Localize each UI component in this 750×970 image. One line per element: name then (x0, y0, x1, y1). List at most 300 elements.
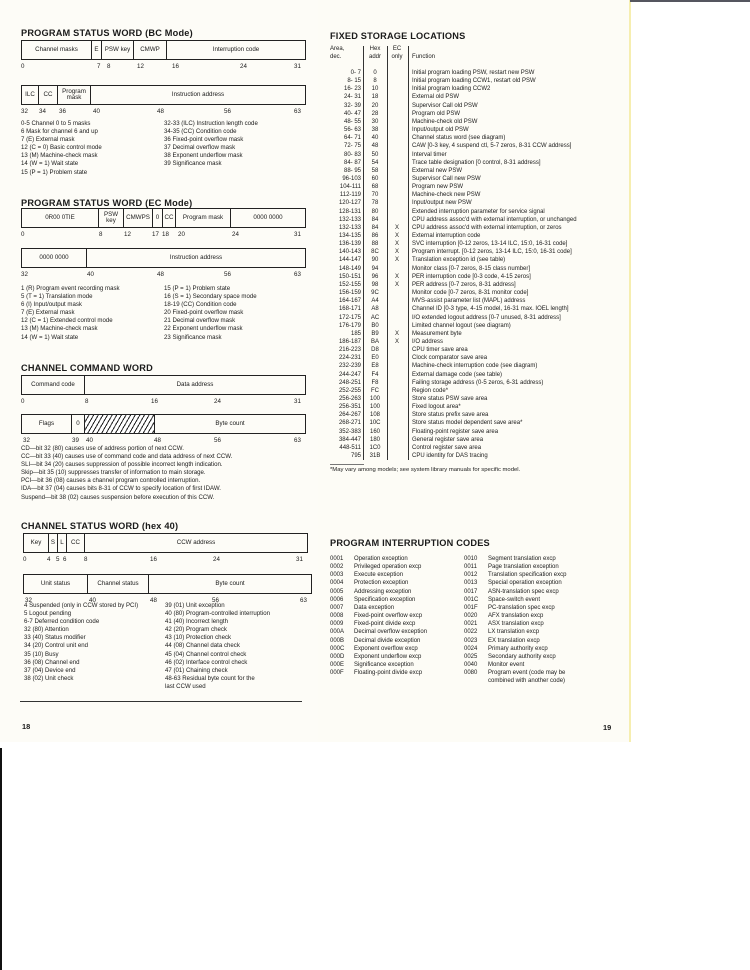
hex-address-cell: 96 (371, 273, 379, 280)
table-row (330, 240, 620, 248)
area-cell: 156-159 (338, 290, 361, 297)
hex-address-cell: 100 (369, 396, 380, 402)
hex-address-cell: 80 (371, 208, 379, 215)
table-row (330, 346, 620, 354)
note-item: 39 (01) Unit exception (165, 602, 225, 609)
interruption-code-row (464, 669, 604, 677)
table-row (330, 167, 620, 175)
interruption-code: 0006 (330, 596, 344, 603)
hex-address-cell: F4 (371, 371, 379, 378)
ec-only-cell: X (394, 338, 399, 345)
hex-address-cell: 8C (371, 249, 379, 256)
column-header-line: Hex (369, 46, 381, 52)
bit-position: 48 (157, 108, 164, 115)
interruption-code-row (464, 579, 604, 587)
register-field: Data address (176, 380, 214, 388)
bit-position: 32 (25, 597, 32, 604)
function-cell: Initial program loading CCW2 (412, 86, 491, 93)
interruption-code: 001F (464, 604, 478, 611)
hex-address-cell: B0 (371, 322, 379, 329)
column-header-line: EC (392, 46, 402, 52)
note-item: 14 (W = 1) Wait state (21, 333, 79, 341)
interruption-description: Exponent overflow excp (354, 645, 418, 652)
register-field: Unit status (24, 575, 88, 593)
ccw-flag-note: Suspend—bit 38 (02) causes suspension before execution of this CCW. (21, 493, 215, 501)
area-cell: 8- 15 (347, 78, 361, 85)
bit-position: 56 (224, 108, 231, 115)
function-cell: I/O extended logout address [0-7 unused, 8-31 address] (412, 314, 561, 321)
function-cell: CAW [0-3 key, 4 suspend ctl, 5-7 zeros, 8-31 CCW address] (412, 143, 572, 150)
ec-only-cell: X (394, 233, 399, 239)
table-row (330, 134, 620, 142)
function-cell: Extended interruption parameter for service signal (412, 208, 545, 215)
note-item: 32-33 (ILC) Instruction length code (164, 120, 258, 127)
interruption-code-row (330, 661, 470, 669)
interruption-code-row (464, 677, 604, 685)
hex-address-cell: A8 (371, 306, 379, 313)
hex-address-cell: 30 (371, 118, 379, 125)
register-field: Channel status (88, 575, 149, 593)
ccw-flag-note: CC—bit 33 (40) causes use of command code and data address of next CCW. (21, 453, 233, 461)
bit-position: 0 (21, 231, 25, 238)
bit-position: 0 (23, 556, 27, 563)
note-item: 32 (80) Attention (24, 626, 69, 634)
area-cell: 84- 87 (343, 159, 361, 166)
function-cell: Machine-check new PSW (412, 192, 481, 199)
psw-ec-title: PROGRAM STATUS WORD (EC Mode) (21, 198, 193, 208)
interruption-description: EX translation excp (488, 637, 540, 644)
register-field: S (49, 534, 58, 552)
interruption-code: 0021 (464, 621, 478, 628)
interruption-description: Addressing exception (354, 588, 412, 595)
function-cell: Initial program loading CCW1, restart old PSW (412, 78, 536, 85)
area-cell: 384-447 (338, 436, 361, 443)
column-header-line: dec. (330, 53, 342, 60)
interruption-code-row (330, 579, 470, 587)
area-cell: 264-267 (338, 412, 361, 419)
bit-position: 31 (294, 231, 301, 238)
area-cell: 795 (350, 453, 361, 460)
table-row (330, 273, 620, 281)
note-item: 43 (10) Protection check (165, 634, 232, 642)
note-item: 12 (C = 1) Extended control mode (21, 317, 113, 325)
interruption-code-row (330, 612, 470, 620)
ccw-flag-note: IDA—bit 37 (04) causes bits 8-31 of CCW to specify location of first IDAW. (21, 485, 221, 493)
interruption-code-row (330, 588, 470, 596)
column-divider (387, 46, 388, 460)
hex-address-cell: 48 (371, 143, 379, 150)
area-cell: 134-135 (338, 233, 361, 239)
area-cell: 128-131 (338, 208, 361, 215)
table-row (330, 183, 620, 191)
bit-position: 12 (124, 231, 131, 238)
interruption-code: 001C (464, 596, 479, 603)
note-item: 16 (S = 1) Secondary space mode (164, 293, 257, 301)
table-row (330, 159, 620, 167)
register-field: CMWPS (124, 209, 153, 227)
note-item: 15 (P = 1) Problem state (21, 168, 88, 176)
table-row (330, 232, 620, 240)
psw-bc-title: PROGRAM STATUS WORD (BC Mode) (21, 28, 193, 38)
area-cell: 448-511 (339, 444, 361, 451)
note-item: 18-19 (CC) Condition code (164, 301, 237, 309)
interruption-code: 000D (330, 653, 345, 660)
interruption-code: 0007 (330, 604, 344, 611)
bit-position: 56 (214, 437, 221, 444)
function-cell: Region code* (412, 387, 449, 394)
register-field: CMWP (134, 41, 167, 59)
note-item: 0-5 Channel 0 to 5 masks (21, 120, 91, 127)
interruption-code: 000B (330, 637, 345, 644)
function-cell: PER address [0-7 zeros, 8-31 address] (412, 281, 516, 288)
hex-address-cell: 9C (371, 290, 379, 297)
table-row (330, 330, 620, 338)
interruption-description: Fixed-point divide excp (354, 621, 416, 628)
table-row (330, 265, 620, 273)
interruption-code: 0004 (330, 580, 344, 587)
interruption-description: AFX translation excp (488, 613, 544, 620)
bit-position: 48 (150, 597, 157, 604)
note-item: 36 (08) Channel end (24, 658, 80, 666)
note-item: 34 (20) Control unit end (24, 642, 89, 650)
bit-position: 24 (213, 556, 220, 563)
notes-right-column (164, 120, 258, 169)
hex-address-cell: 86 (371, 233, 379, 239)
hex-address-cell: FC (371, 387, 379, 394)
function-cell: Initial program loading PSW, restart new PSW (412, 70, 535, 76)
hex-address-cell: 84 (371, 224, 379, 231)
bit-position: 8 (107, 63, 111, 70)
note-item: 7 (E) External mask (21, 136, 75, 144)
area-cell: 0- 7 (350, 70, 361, 76)
ec-only-cell: X (394, 241, 399, 248)
note-item: 20 Fixed-point overflow mask (164, 309, 244, 317)
hex-address-cell: 68 (371, 184, 379, 191)
table-row (330, 289, 620, 297)
interruption-code-row (330, 596, 470, 604)
interruption-description: Monitor event (488, 661, 525, 668)
interruption-code: 0011 (464, 564, 477, 571)
ccw-flag-note: CD—bit 32 (80) causes use of address portion of next CCW. (21, 445, 184, 452)
register-fields (21, 414, 306, 434)
interruption-description: ASN-translation spec excp (488, 588, 559, 595)
note-item: 48-63 Residual byte count for the (165, 674, 255, 682)
function-cell: Limited channel logout (see diagram) (412, 322, 511, 329)
interruption-code: 0013 (464, 580, 478, 587)
area-cell: 244-247 (338, 371, 361, 378)
bit-position: 20 (178, 231, 185, 238)
table-row (330, 224, 620, 232)
interruption-description: Privileged operation excp (354, 564, 422, 571)
register-fields (23, 533, 308, 553)
function-cell: Trace table designation [0 control, 8-31 address] (412, 159, 541, 166)
note-item: 6-7 Deferred condition code (24, 618, 100, 626)
interruption-code-row (330, 620, 470, 628)
hex-address-cell: 40 (371, 135, 379, 142)
area-cell: 144-147 (338, 257, 361, 264)
note-item: 38 Exponent underflow mask (164, 152, 243, 160)
bit-position: 8 (84, 556, 88, 563)
column-header-line: addr (368, 53, 381, 60)
bit-position: 8 (99, 231, 103, 238)
note-item: 5 (T = 1) Translation mode (21, 293, 93, 301)
note-item: 22 Exponent underflow mask (164, 325, 243, 333)
interruption-code: 0005 (330, 588, 344, 595)
register-fields (21, 85, 306, 105)
register-field: Flags (22, 415, 72, 433)
hex-address-cell: 18 (371, 94, 379, 101)
hex-address-cell: E0 (371, 355, 379, 362)
hex-address-cell: 94 (371, 265, 379, 272)
hex-address-cell: 58 (371, 167, 379, 174)
interruption-code: 0040 (464, 661, 478, 668)
function-cell: Translation exception id (see table) (412, 257, 506, 264)
column-header (387, 46, 407, 61)
notes-left-column (24, 602, 138, 683)
note-item: 13 (M) Machine-check mask (21, 325, 98, 333)
function-cell: Store status prefix save area (412, 412, 489, 419)
note-item: 47 (01) Chaining check (165, 666, 228, 674)
table-row (330, 93, 620, 101)
column-header (330, 46, 361, 61)
table-row (330, 256, 620, 264)
interruption-description: Exponent underflow excp (354, 653, 422, 660)
bit-position: 56 (212, 597, 219, 604)
function-cell: Program new PSW (412, 184, 464, 191)
hex-address-cell: 1C0 (369, 444, 381, 451)
function-cell: PER interruption code [0-3 code, 4-15 zeros] (412, 273, 531, 280)
function-cell: Program interrupt. [0-12 zeros, 13-14 ILC, 15:0, 16-31 code] (412, 249, 572, 256)
bit-position: 31 (296, 556, 303, 563)
table-row (330, 362, 620, 370)
note-item: 46 (02) Interface control check (165, 658, 248, 666)
interruption-code-row (330, 637, 470, 645)
table-row (330, 208, 620, 216)
bit-position: 16 (151, 398, 158, 405)
area-cell: 80- 83 (343, 151, 361, 158)
note-item: 38 (02) Unit check (24, 674, 74, 682)
function-cell: SVC interruption [0-12 zeros, 13-14 ILC, 15:0, 16-31 code] (412, 241, 568, 248)
area-cell: 168-171 (338, 306, 361, 313)
bit-positions (21, 398, 306, 408)
ec-only-cell: X (394, 330, 399, 337)
bit-position: 34 (39, 108, 46, 115)
note-item: 35 (10) Busy (24, 650, 59, 658)
interruption-code: 0010 (464, 556, 478, 562)
function-cell: Machine-check interruption code (see diagram) (412, 363, 538, 370)
register-field: ILC (22, 86, 39, 104)
function-cell: External damage code (see table) (412, 371, 503, 378)
table-row (330, 305, 620, 313)
area-cell: 40- 47 (343, 110, 361, 117)
register-fields (21, 208, 306, 228)
table-row (330, 387, 620, 395)
hex-address-cell: 38 (371, 127, 379, 134)
function-cell: Interval timer (412, 151, 447, 158)
interruption-code-row (330, 563, 470, 571)
interruption-description: Significance exception (354, 661, 414, 668)
table-row (330, 314, 620, 322)
table-row (330, 248, 620, 256)
area-cell: 256-263 (338, 396, 361, 402)
note-item: 6 (I) Input/output mask (21, 301, 82, 309)
area-cell: 268-271 (338, 420, 361, 427)
area-cell: 150-151 (338, 273, 361, 280)
bit-position: 8 (85, 398, 89, 405)
bit-position: 7 (97, 63, 101, 70)
table-row (330, 110, 620, 118)
reserved-field (85, 415, 155, 433)
hex-address-cell: 50 (371, 151, 379, 158)
bit-position: 63 (294, 271, 301, 278)
hex-address-cell: AC (370, 314, 380, 321)
hex-address-cell: 70 (371, 192, 379, 199)
interruption-code: 0025 (464, 653, 478, 660)
area-cell: 120-127 (338, 200, 361, 207)
table-row (330, 175, 620, 183)
ccw-notes (21, 445, 232, 502)
hex-address-cell: 31B (369, 453, 381, 460)
ccw-flag-note: PCI—bit 36 (08) causes a channel program controlled interruption. (21, 477, 201, 485)
hex-address-cell: 78 (371, 200, 379, 207)
area-cell: 88- 95 (343, 167, 361, 174)
area-cell: 164-167 (338, 298, 361, 305)
interruption-code-row (464, 604, 604, 612)
register-field: 0R00 0TIE (22, 209, 99, 227)
function-cell: Channel ID [0-3 type, 4-15 model, 16-31 max. IOEL length] (412, 306, 569, 313)
area-cell: 172-175 (338, 314, 361, 321)
function-cell: Fixed logout area* (412, 404, 461, 411)
interruption-code: 0080 (464, 670, 478, 677)
hex-address-cell: 10 (371, 86, 379, 93)
hex-address-cell: 100 (369, 404, 380, 411)
register-field: Instruction address (169, 253, 223, 261)
interruption-code: 0002 (330, 564, 344, 571)
area-cell: 132-133 (338, 216, 361, 223)
table-row (330, 142, 620, 150)
function-cell: Program old PSW (412, 110, 461, 117)
function-cell: Store status PSW save area (412, 396, 488, 402)
page-bottom-rule (20, 701, 302, 702)
note-item: 39 Significance mask (164, 160, 222, 168)
hex-address-cell: F8 (371, 379, 379, 386)
hex-address-cell: E8 (371, 363, 379, 370)
column-header (363, 46, 387, 61)
bit-position: 40 (89, 597, 96, 604)
area-cell: 186-187 (338, 338, 361, 345)
area-cell: 24- 31 (343, 94, 361, 101)
bit-position: 32 (23, 437, 30, 444)
interruption-description: combined with another code) (488, 678, 566, 685)
bit-position: 63 (294, 108, 301, 115)
interruption-description: Protection exception (354, 580, 409, 587)
register-field: Key (24, 534, 49, 552)
table-row (330, 419, 620, 427)
bit-positions (21, 63, 306, 73)
function-cell: Input/output new PSW (412, 200, 472, 207)
interruption-code-row (464, 653, 604, 661)
area-cell: 252-255 (338, 387, 361, 394)
table-row (330, 444, 620, 452)
hex-address-cell: 60 (371, 175, 379, 182)
interruption-code: 0024 (464, 645, 478, 652)
bit-position: 63 (300, 597, 307, 604)
bit-position: 63 (294, 437, 301, 444)
interruption-code: 0008 (330, 613, 344, 620)
note-item: 44 (08) Channel data check (165, 642, 240, 650)
hex-address-cell: 84 (371, 216, 379, 223)
notes-left-column (21, 120, 102, 177)
footnote-rule (330, 464, 364, 465)
scan-edge-top (630, 0, 750, 2)
register-field: PSW key (99, 209, 124, 227)
hex-address-cell: 160 (369, 428, 380, 435)
interruption-code-row (330, 628, 470, 636)
fixed-storage-title: FIXED STORAGE LOCATIONS (330, 31, 466, 41)
ec-only-cell: X (394, 281, 399, 288)
note-item: 45 (04) Channel control check (165, 650, 247, 658)
interruption-code-row (464, 596, 604, 604)
interruption-description: Execute exception (354, 572, 404, 579)
function-cell: CPU timer save area (412, 347, 468, 354)
register-field: Program mask (176, 209, 231, 227)
register-field: L (58, 534, 67, 552)
function-cell: Supervisor Call old PSW (412, 102, 478, 109)
notes-right-column (164, 285, 257, 342)
interruption-code-row (464, 612, 604, 620)
interruption-code: 000A (330, 629, 345, 636)
function-cell: Machine-check old PSW (412, 118, 478, 125)
function-cell: CPU address assoc'd with external interruption, or unchanged (412, 216, 577, 223)
function-cell: Channel status word (see diagram) (412, 135, 506, 142)
table-row (330, 199, 620, 207)
function-cell: Control register save area (412, 444, 482, 451)
column-divider (408, 46, 409, 460)
bit-position: 6 (63, 556, 67, 563)
interruption-code-row (464, 620, 604, 628)
interruption-code-row (330, 645, 470, 653)
table-row (330, 85, 620, 93)
interruption-code-row (464, 571, 604, 579)
area-cell: 56- 63 (343, 127, 361, 134)
table-row (330, 126, 620, 134)
function-cell: Clock comparator save area (412, 355, 488, 362)
ec-only-cell: X (394, 257, 399, 264)
note-item: 37 Decimal overflow mask (164, 144, 236, 152)
bit-position: 16 (150, 556, 157, 563)
register-field: CCW address (176, 538, 216, 546)
interruption-description: Primary authority excp (488, 645, 548, 652)
note-item: 5 Logout pending (24, 610, 72, 618)
interruption-description: PC-translation spec excp (488, 604, 555, 611)
bit-position: 0 (21, 63, 25, 70)
csw-title: CHANNEL STATUS WORD (hex 40) (21, 521, 179, 531)
note-item: 41 (40) Incorrect length (165, 618, 229, 626)
bit-position: 4 (47, 556, 51, 563)
column-divider (363, 46, 364, 460)
register-field: Program mask (58, 86, 91, 104)
interruption-description: Operation exception (354, 556, 408, 562)
function-cell: I/O address (412, 338, 444, 345)
table-row (330, 191, 620, 199)
column-header: Function (412, 53, 436, 60)
register-field: E (92, 41, 102, 59)
interruption-code-row (464, 563, 604, 571)
interruption-code: 000C (330, 645, 345, 652)
table-row (330, 436, 620, 444)
interruption-description: Decimal overflow exception (354, 629, 428, 636)
hex-address-cell: 54 (371, 159, 379, 166)
